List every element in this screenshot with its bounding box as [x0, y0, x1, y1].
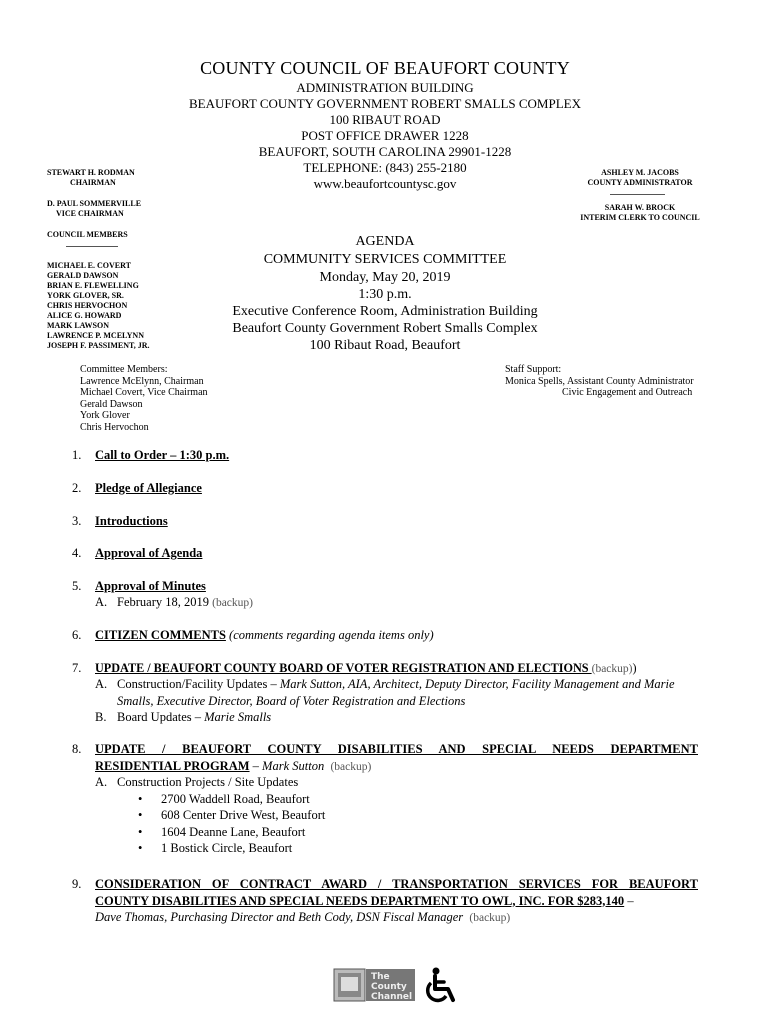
item-presenter: Mark Sutton	[262, 758, 325, 773]
logo-word: Channel	[371, 992, 413, 1002]
sub-label: B.	[95, 710, 107, 724]
letterhead-line-5: BEAUFORT, SOUTH CAROLINA 29901-1228	[258, 144, 512, 159]
item-number: 5.	[72, 579, 82, 593]
sub-text: Board Updates –	[117, 710, 205, 724]
county-channel-logo	[333, 968, 416, 1002]
item-number: 6.	[72, 628, 82, 642]
clerk-name: SARAH W. BROCK	[604, 203, 676, 212]
site-address: 1 Bostick Circle, Beaufort	[161, 841, 293, 855]
administrator-title: COUNTY ADMINISTRATOR	[587, 178, 693, 187]
council-member: CHRIS HERVOCHON	[47, 301, 128, 310]
agenda-item-7: 7. UPDATE / BEAUFORT COUNTY BOARD OF VOTER REGISTRATION AND ELECTIONS (backup)) A. Construction/Facility Updates – Mark Sutton, AIA, Architect, Deputy Director, Facility Management and Marie Smalls, Executive Director, Board of Voter Registration and Elections B. Board Updates – Marie Smalls	[72, 660, 702, 710]
staff-support-heading: Staff Support:	[505, 364, 562, 375]
council-title: COUNTY COUNCIL OF BEAUFORT COUNTY	[200, 58, 570, 78]
item-number: 1.	[72, 448, 82, 462]
county-website: www.beaufortcountysc.gov	[313, 176, 457, 191]
council-members-heading: COUNCIL MEMBERS	[47, 230, 128, 239]
sub-presenter: Marie Smalls	[204, 710, 272, 724]
logo-word: The	[371, 972, 390, 982]
item-number: 3.	[72, 514, 82, 528]
sub-presenters: Mark Sutton, AIA, Architect, Deputy Director, Facility Management and Marie Smalls, Executive Director, Board of Voter Registration and Elections	[117, 677, 675, 708]
council-member: GERALD DAWSON	[47, 271, 119, 280]
committee-member: Michael Covert, Vice Chairman	[80, 387, 208, 398]
item-title: Call to Order – 1:30 p.m.	[95, 448, 230, 462]
committee-member: Lawrence McElynn, Chairman	[80, 375, 204, 387]
item-number: 2.	[72, 481, 82, 495]
letterhead-line-3: 100 RIBAUT ROAD	[329, 112, 441, 127]
right-divider	[610, 194, 665, 195]
site-address: 2700 Waddell Road, Beaufort	[161, 791, 310, 806]
item-title: UPDATE / BEAUFORT COUNTY BOARD OF VOTER REGISTRATION AND ELECTIONS	[95, 661, 592, 675]
committee-member: York Glover	[80, 410, 130, 421]
committee-members-heading: Committee Members:	[80, 364, 168, 375]
item-8-sub-a	[72, 774, 702, 857]
agenda-item-8	[72, 741, 702, 855]
item-title: Approval of Minutes	[95, 579, 206, 593]
wheelchair-icon	[422, 966, 462, 1006]
item-title-line-1: CONSIDERATION OF CONTRACT AWARD / TRANSPORTATION SERVICES FOR BEAUFORT	[95, 877, 698, 891]
item-title: Pledge of Allegiance	[95, 481, 202, 495]
sub-label: A.	[95, 595, 108, 609]
council-member: MARK LAWSON	[47, 321, 110, 330]
logo-word: County	[371, 982, 407, 992]
minutes-date: February 18, 2019	[117, 595, 209, 609]
item-5-sub-a	[72, 594, 702, 612]
bullet-icon: •	[138, 841, 143, 855]
committee-member: Gerald Dawson	[80, 398, 143, 410]
clerk-title: INTERIM CLERK TO COUNCIL	[580, 213, 700, 222]
item-title: CITIZEN COMMENTS	[95, 628, 226, 642]
bullet-icon: •	[138, 808, 143, 822]
backup-link[interactable]: (backup)	[469, 912, 511, 924]
staff-support	[505, 364, 705, 399]
backup-link[interactable]: (backup)	[591, 663, 633, 675]
site-address: 1604 Deanne Lane, Beaufort	[161, 824, 306, 839]
item-title-line-2: COUNTY DISABILITIES AND SPECIAL NEEDS DEPARTMENT TO OWL, INC. FOR $283,140	[95, 893, 625, 908]
item-title: Introductions	[95, 514, 168, 528]
site-bullet	[138, 791, 702, 808]
meeting-complex: Beaufort County Government Robert Smalls Complex	[232, 321, 538, 336]
letterhead-line-1: ADMINISTRATION BUILDING	[296, 80, 474, 95]
item-7-sub-b	[72, 709, 702, 726]
backup-link[interactable]: (backup)	[330, 760, 372, 773]
letterhead-line-6: TELEPHONE: (843) 255-2180	[303, 160, 467, 175]
item-number: 4.	[72, 546, 82, 560]
item-number: 8.	[72, 742, 82, 756]
item-note: (comments regarding agenda items only)	[229, 628, 434, 642]
item-7-sub-a	[72, 676, 702, 709]
council-member: LAWRENCE P. MCELYNN	[47, 331, 144, 340]
backup-link[interactable]: (backup)	[212, 597, 253, 609]
council-member: JOSEPH F. PASSIMENT, JR.	[47, 341, 150, 350]
agenda-heading: AGENDA	[355, 234, 415, 249]
meeting-date: Monday, May 20, 2019	[319, 270, 451, 285]
committee-members	[80, 364, 208, 433]
chairman-name: STEWART H. RODMAN	[47, 168, 135, 177]
council-member: ALICE G. HOWARD	[47, 311, 122, 320]
letterhead-line-4: POST OFFICE DRAWER 1228	[301, 128, 469, 143]
staff-support-line-2: Civic Engagement and Outreach	[562, 387, 693, 398]
county-channel-logo-icon	[333, 968, 416, 1002]
sub-label: A.	[95, 775, 108, 789]
item-number: 7.	[72, 661, 82, 675]
item-title-line-1: UPDATE / BEAUFORT COUNTY DISABILITIES AND SPECIAL NEEDS DEPARTMENT	[95, 742, 698, 756]
item-title-line-2: RESIDENTIAL PROGRAM	[95, 758, 250, 773]
vice-chairman-name: D. PAUL SOMMERVILLE	[47, 199, 142, 208]
administrator-name: ASHLEY M. JACOBS	[601, 168, 679, 177]
site-bullet	[138, 824, 702, 841]
sub-label: A.	[95, 677, 108, 691]
site-bullet	[138, 840, 702, 857]
committee-member: Chris Hervochon	[80, 421, 149, 433]
letterhead-line-2: BEAUFORT COUNTY GOVERNMENT ROBERT SMALLS COMPLEX	[189, 96, 581, 111]
chairman-title: CHAIRMAN	[70, 178, 116, 187]
agenda-item-5	[72, 578, 702, 609]
site-bullet	[138, 807, 702, 824]
item-number: 9.	[72, 877, 82, 891]
dash: –	[624, 893, 634, 908]
staff-support-line-1: Monica Spells, Assistant County Administrator	[505, 375, 694, 387]
meeting-time: 1:30 p.m.	[358, 287, 412, 302]
council-member: BRIAN E. FLEWELLING	[47, 281, 139, 290]
bullet-icon: •	[138, 791, 143, 806]
sub-text: Construction/Facility Updates –	[117, 677, 280, 691]
item-title: Approval of Agenda	[95, 546, 203, 560]
bullet-icon: •	[138, 824, 143, 839]
council-member: MICHAEL E. COVERT	[47, 261, 131, 270]
meeting-address: 100 Ribaut Road, Beaufort	[309, 338, 461, 353]
meeting-room: Executive Conference Room, Administration Building	[232, 304, 538, 319]
sub-text: Construction Projects / Site Updates	[117, 775, 299, 789]
council-member: YORK GLOVER, SR.	[47, 291, 124, 300]
vice-chairman-title: VICE CHAIRMAN	[56, 209, 124, 218]
committee-name: COMMUNITY SERVICES COMMITTEE	[263, 252, 507, 267]
dash: –	[249, 758, 263, 773]
item-presenters: Dave Thomas, Purchasing Director and Beth Cody, DSN Fiscal Manager	[95, 910, 464, 924]
site-address: 608 Center Drive West, Beaufort	[161, 808, 326, 822]
